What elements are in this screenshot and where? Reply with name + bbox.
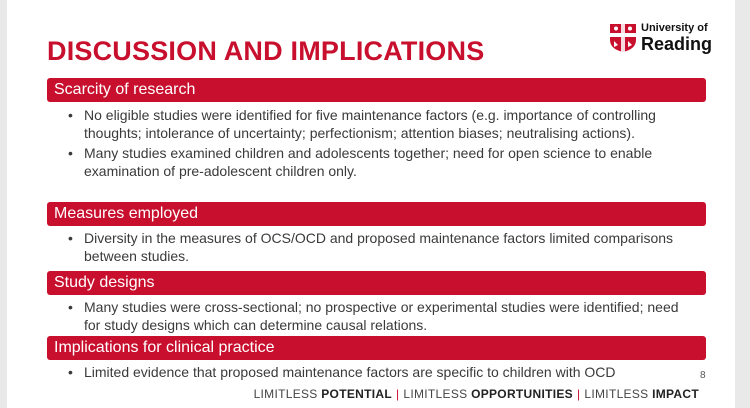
footer-emph: OPPORTUNITIES xyxy=(471,387,573,401)
footer-separator: | xyxy=(395,387,400,401)
footer-separator: | xyxy=(576,387,581,401)
university-logo xyxy=(609,21,713,57)
bullet-item: • Limited evidence that proposed maintenance factors are specific to children with OCD xyxy=(65,364,705,382)
footer-emph: POTENTIAL xyxy=(321,387,392,401)
bullet-item: • Many studies examined children and adolescents together; need for open science to enable examination of pre-adolescent children only. xyxy=(65,145,695,180)
footer-emph: IMPACT xyxy=(652,387,699,401)
slide-title: DISCUSSION AND IMPLICATIONS xyxy=(47,36,485,66)
footer-prefix: LIMITLESS xyxy=(403,387,472,401)
bullet-item: • Diversity in the measures of OCS/OCD and proposed maintenance factors limited comparisons between studies. xyxy=(65,230,695,265)
section-heading-measures: Measures employed xyxy=(47,202,706,226)
section-bullets-implications xyxy=(65,364,705,385)
footer-prefix: LIMITLESS xyxy=(584,387,653,401)
crest-icon xyxy=(609,23,637,53)
section-heading-implications: Implications for clinical practice xyxy=(47,336,706,360)
footer-prefix: LIMITLESS xyxy=(253,387,322,401)
section-bullets-scarcity xyxy=(65,107,695,183)
page-number: 8 xyxy=(700,370,706,381)
footer-tagline xyxy=(254,387,699,401)
logo-text-line1: University of xyxy=(641,22,708,34)
logo-text-line2: Reading xyxy=(641,34,713,54)
section-heading-study-designs: Study designs xyxy=(47,271,706,295)
bullet-item: • Many studies were cross-sectional; no prospective or experimental studies were identified; need for study designs which can determine causal relations. xyxy=(65,299,695,334)
slide xyxy=(7,0,735,408)
section-bullets-study-designs xyxy=(65,299,695,337)
bullet-item: • No eligible studies were identified for five maintenance factors (e.g. importance of controlling thoughts; intolerance of uncertainty; perfectionism; attention biases; neutralising actions). xyxy=(65,107,695,142)
section-heading-scarcity: Scarcity of research xyxy=(47,78,706,102)
section-bullets-measures xyxy=(65,230,695,268)
